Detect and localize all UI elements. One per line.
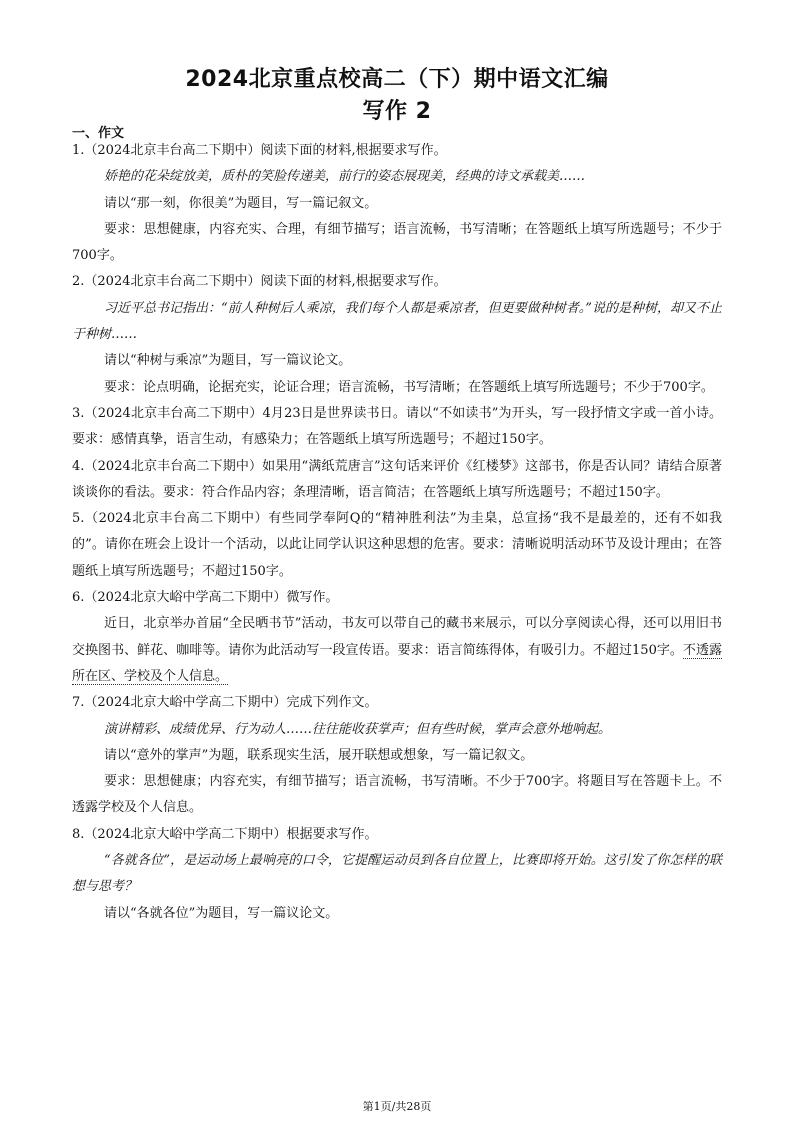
paragraph-text: 要求：思想健康；内容充实，有细节描写；语言流畅，书写清晰。不少于700字。将题目写在答题卡上。不透露学校及个人信息。 bbox=[72, 774, 722, 816]
paragraph-text: 娇艳的花朵绽放美，质朴的笑脸传递美，前行的姿态展现美，经典的诗文承载美…… bbox=[104, 169, 586, 185]
question-paragraph bbox=[72, 717, 722, 743]
paragraph-text: 2.（2024北京丰台高二下期中）阅读下面的材料,根据要求写作。 bbox=[72, 274, 447, 290]
paragraph-text: 习近平总书记指出：“前人种树后人乘凉，我们每个人都是乘凉者，但更要做种树者。”说的是种树，却又不止于种树…… bbox=[72, 300, 722, 343]
emphasized-text: 不透露所在区、学校及个人信息。 bbox=[72, 642, 722, 684]
question-paragraph bbox=[72, 164, 722, 190]
question-paragraph bbox=[72, 901, 722, 927]
paragraph-text: 5.（2024北京丰台高二下期中）有些同学奉阿Q的“精神胜利法”为圭臬，总宣扬“我不是最差的，还有不如我的”。请你在班会上设计一个活动，以此让同学认识这种思想的危害。要求：清晰说明活动环节及设计理由；在答题纸上填写所选题号；不超过150字。 bbox=[72, 511, 722, 579]
question-paragraph bbox=[72, 611, 722, 690]
question-heading bbox=[72, 454, 722, 507]
question-heading bbox=[72, 269, 722, 295]
paragraph-text: 要求：思想健康，内容充实、合理，有细节描写；语言流畅，书写清晰；在答题纸上填写所选题号；不少于700字。 bbox=[72, 221, 722, 264]
document-subtitle: 写作 2 bbox=[362, 99, 432, 124]
paragraph-text: 1.（2024北京丰台高二下期中）阅读下面的材料,根据要求写作。 bbox=[72, 143, 447, 158]
page-number: 第1页/共28页 bbox=[362, 1100, 432, 1113]
paragraph-text: 7.（2024北京大峪中学高二下期中）完成下列作文。 bbox=[72, 695, 378, 711]
question-paragraph bbox=[72, 743, 722, 769]
paragraph-text: 4.（2024北京丰台高二下期中）如果用“满纸荒唐言”这句话来评价《红楼梦》这部书，你是否认同？请结合原著谈谈你的看法。要求：符合作品内容；条理清晰，语言简洁；在答题纸上填写所选题号；不超过150字。 bbox=[72, 458, 722, 500]
paragraph-text: “各就各位”，是运动场上最响亮的口令，它提醒运动员到各自位置上，比赛即将开始。这引发了你怎样的联想与思考？ bbox=[72, 853, 722, 895]
question-paragraph bbox=[72, 375, 722, 401]
paragraph-text: 演讲精彩、成绩优异、行为动人……往往能收获掌声；但有些时候，掌声会意外地响起。 bbox=[104, 721, 612, 737]
paragraph-text: 要求：论点明确，论据充实，论证合理；语言流畅，书写清晰；在答题纸上填写所选题号；不少于700字。 bbox=[104, 379, 714, 395]
question-paragraph bbox=[72, 848, 722, 901]
paragraph-text: 近日，北京举办首届“全民晒书节”活动，书友可以带自己的藏书来展示，可以分享阅读心得，还可以用旧书交换图书、鲜花、咖啡等。请你为此活动写一段宣传语。要求：语言简练得体，有吸引力。不超过150字。 bbox=[72, 616, 722, 658]
question-paragraph bbox=[72, 348, 722, 374]
document-title: 2024北京重点校高二（下）期中语文汇编 bbox=[185, 67, 609, 92]
paragraph-text: 请以“种树与乘凉”为题目，写一篇议论文。 bbox=[104, 353, 352, 369]
section-heading: 一、作文 bbox=[72, 126, 125, 141]
question-heading bbox=[72, 585, 722, 611]
paragraph-text: 8.（2024北京大峪中学高二下期中）根据要求写作。 bbox=[72, 826, 378, 842]
question-paragraph bbox=[72, 191, 722, 217]
question-list bbox=[72, 138, 722, 927]
question-paragraph bbox=[72, 769, 722, 822]
paragraph-text: 请以“那一刻，你很美”为题目，写一篇记叙文。 bbox=[104, 195, 378, 211]
question-heading bbox=[72, 506, 722, 585]
question-heading bbox=[72, 822, 722, 848]
paragraph-text: 6.（2024北京大峪中学高二下期中）微写作。 bbox=[72, 590, 339, 606]
question-heading bbox=[72, 138, 722, 164]
question-heading bbox=[72, 401, 722, 454]
question-paragraph bbox=[72, 296, 722, 349]
question-paragraph bbox=[72, 217, 722, 270]
paragraph-text: 请以“各就各位”为题目，写一篇议论文。 bbox=[104, 905, 339, 921]
paragraph-text: 请以“意外的掌声”为题，联系现实生活，展开联想或想象，写一篇记叙文。 bbox=[104, 747, 534, 763]
paragraph-text: 3.（2024北京丰台高二下期中）4月23日是世界读书日。请以“不如读书”为开头，写一段抒情文字或一首小诗。要求：感情真挚，语言生动，有感染力；在答题纸上填写所选题号；不超过150字。 bbox=[72, 405, 722, 448]
question-heading bbox=[72, 690, 722, 716]
